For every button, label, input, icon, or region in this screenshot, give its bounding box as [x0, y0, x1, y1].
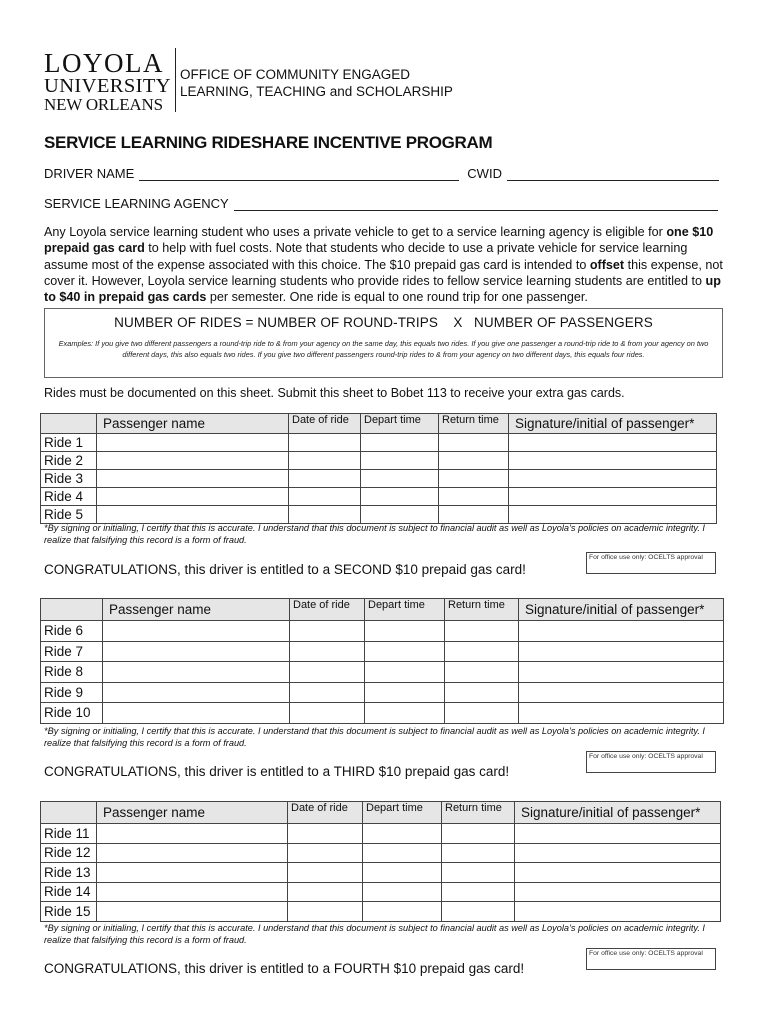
congrats-message: CONGRATULATIONS, this driver is entitled to a FOURTH $10 prepaid gas card!	[44, 961, 525, 976]
passenger-cell[interactable]	[103, 621, 290, 642]
date-cell[interactable]	[289, 506, 361, 524]
return-cell[interactable]	[439, 470, 509, 488]
header-blank	[41, 802, 97, 824]
header-signature: Signature/initial of passenger*	[509, 414, 717, 434]
table-row	[41, 434, 717, 452]
table-row	[41, 662, 724, 683]
header-signature: Signature/initial of passenger*	[519, 599, 724, 621]
passenger-cell[interactable]	[97, 902, 288, 922]
office-use-box[interactable]: For office use only: OCELTS approval	[586, 948, 716, 970]
header-return: Return time	[442, 802, 515, 824]
header-depart: Depart time	[361, 414, 439, 434]
table-row	[41, 621, 724, 642]
table-row	[41, 682, 724, 703]
header-passenger: Passenger name	[103, 599, 290, 621]
signature-cell[interactable]	[509, 470, 717, 488]
passenger-cell[interactable]	[103, 641, 290, 662]
header-return: Return time	[439, 414, 509, 434]
ride-label: Ride 2	[41, 452, 97, 470]
depart-cell[interactable]	[361, 452, 439, 470]
depart-cell[interactable]	[361, 434, 439, 452]
driver-name-label: DRIVER NAME	[44, 166, 135, 181]
header-depart: Depart time	[365, 599, 445, 621]
return-cell[interactable]	[445, 662, 519, 683]
signature-cell[interactable]	[519, 662, 724, 683]
passenger-cell[interactable]	[97, 843, 288, 863]
ride-label: Ride 14	[41, 882, 97, 902]
formula-examples: Examples: If you give two different passengers a round-trip ride to & from your agency on the same day, this equals two rides. If you give one passenger a round-trip ride to & from your agency on two different days, this also equals two rides. If you give two different passengers round-trip rides to & from your agency on two different days, this equals four rides.	[58, 339, 709, 359]
return-cell[interactable]	[442, 824, 515, 844]
desc-text-1: Any Loyola service learning student who uses a private vehicle to get to a service learning agency is eligible for	[44, 225, 667, 239]
passenger-cell[interactable]	[97, 434, 289, 452]
depart-cell[interactable]	[365, 621, 445, 642]
desc-text-2: to help with fuel costs. Note that students who decide to use a private vehicle for service learning assume most of the expense associated with this choice. The $10 prepaid gas card is intended to	[44, 241, 688, 272]
signature-cell[interactable]	[509, 506, 717, 524]
table-row	[41, 843, 721, 863]
header-date: Date of ride	[290, 599, 365, 621]
passenger-cell[interactable]	[97, 452, 289, 470]
certification-note: *By signing or initialing, I certify that this is accurate. I understand that this document is subject to financial audit as well as Loyola’s policies on academic integrity. I realize that falsifying this record is a form of fraud.	[44, 523, 705, 545]
formula-box	[44, 308, 723, 378]
signature-cell[interactable]	[519, 641, 724, 662]
return-cell[interactable]	[442, 843, 515, 863]
certification-note: *By signing or initialing, I certify that this is accurate. I understand that this document is subject to financial audit as well as Loyola’s policies on academic integrity. I realize that falsifying this record is a form of fraud.	[44, 726, 705, 748]
date-cell[interactable]	[288, 882, 363, 902]
desc-bold-2: offset	[589, 257, 625, 272]
university-logo	[44, 50, 172, 113]
page-title: SERVICE LEARNING RIDESHARE INCENTIVE PROGRAM	[44, 133, 493, 152]
ride-label: Ride 5	[41, 506, 97, 524]
signature-cell[interactable]	[509, 434, 717, 452]
desc-bold-3: up to $40 in prepaid gas cards	[44, 273, 721, 305]
table-row	[41, 882, 721, 902]
logo-line-1: LOYOLA	[44, 48, 164, 78]
office-line-2: LEARNING, TEACHING and SCHOLARSHIP	[180, 84, 453, 99]
header-divider	[175, 48, 176, 112]
depart-cell[interactable]	[363, 882, 442, 902]
return-cell[interactable]	[439, 452, 509, 470]
submission-instructions: Rides must be documented on this sheet. Submit this sheet to Bobet 113 to receive your extra gas cards.	[44, 386, 625, 400]
depart-cell[interactable]	[365, 641, 445, 662]
date-cell[interactable]	[288, 824, 363, 844]
office-use-box[interactable]: For office use only: OCELTS approval	[586, 552, 716, 574]
depart-cell[interactable]	[365, 682, 445, 703]
return-cell[interactable]	[439, 488, 509, 506]
cwid-label: CWID	[467, 166, 502, 181]
ride-label: Ride 4	[41, 488, 97, 506]
office-line-1: OFFICE OF COMMUNITY ENGAGED	[180, 67, 411, 82]
congrats-message: CONGRATULATIONS, this driver is entitled to a SECOND $10 prepaid gas card!	[44, 562, 526, 577]
depart-cell[interactable]	[361, 506, 439, 524]
date-cell[interactable]	[288, 863, 363, 883]
desc-bold-1: one $10 prepaid gas card	[44, 225, 714, 256]
date-cell[interactable]	[288, 902, 363, 922]
signature-cell[interactable]	[509, 452, 717, 470]
congrats-message: CONGRATULATIONS, this driver is entitled to a THIRD $10 prepaid gas card!	[44, 764, 510, 779]
agency-row	[44, 196, 718, 211]
return-cell[interactable]	[439, 506, 509, 524]
return-cell[interactable]	[442, 902, 515, 922]
driver-name-field[interactable]	[139, 168, 459, 181]
return-cell[interactable]	[445, 682, 519, 703]
header-depart: Depart time	[363, 802, 442, 824]
passenger-cell[interactable]	[103, 703, 290, 724]
signature-cell[interactable]	[519, 682, 724, 703]
depart-cell[interactable]	[365, 662, 445, 683]
table-row	[41, 824, 721, 844]
formula-text: NUMBER OF RIDES = NUMBER OF ROUND-TRIPS X NUMBER OF PASSENGERS	[114, 315, 653, 330]
return-cell[interactable]	[445, 703, 519, 724]
table-row	[41, 470, 717, 488]
rides-table-2	[40, 598, 724, 724]
return-cell[interactable]	[442, 882, 515, 902]
header-signature: Signature/initial of passenger*	[515, 802, 721, 824]
date-cell[interactable]	[290, 682, 365, 703]
ride-label: Ride 3	[41, 470, 97, 488]
table-row	[41, 641, 724, 662]
header-passenger: Passenger name	[97, 414, 289, 434]
date-cell[interactable]	[289, 488, 361, 506]
ride-label: Ride 6	[41, 621, 103, 642]
passenger-cell[interactable]	[103, 662, 290, 683]
ride-label: Ride 15	[41, 902, 97, 922]
date-cell[interactable]	[289, 452, 361, 470]
header-blank	[41, 414, 97, 434]
ride-label: Ride 9	[41, 682, 103, 703]
date-cell[interactable]	[290, 641, 365, 662]
header-date: Date of ride	[289, 414, 361, 434]
header-return: Return time	[445, 599, 519, 621]
depart-cell[interactable]	[361, 488, 439, 506]
depart-cell[interactable]	[363, 863, 442, 883]
passenger-cell[interactable]	[97, 882, 288, 902]
ride-label: Ride 13	[41, 863, 97, 883]
table-row	[41, 506, 717, 524]
desc-text-3: this expense, not cover it. However, Loyola service learning students who provide rides to fellow service learning students are entitled to	[44, 257, 723, 288]
cwid-field[interactable]	[507, 168, 719, 181]
depart-cell[interactable]	[361, 470, 439, 488]
certification-note: *By signing or initialing, I certify that this is accurate. I understand that this document is subject to financial audit as well as Loyola’s policies on academic integrity. I realize that falsifying this record is a form of fraud.	[44, 923, 705, 945]
passenger-cell[interactable]	[97, 470, 289, 488]
office-use-box[interactable]: For office use only: OCELTS approval	[586, 751, 716, 773]
signature-cell[interactable]	[515, 824, 721, 844]
table-row	[41, 488, 717, 506]
depart-cell[interactable]	[363, 843, 442, 863]
logo-line-3: NEW ORLEANS	[44, 95, 163, 114]
return-cell[interactable]	[445, 641, 519, 662]
passenger-cell[interactable]	[97, 863, 288, 883]
signature-cell[interactable]	[515, 902, 721, 922]
table-row	[41, 703, 724, 724]
signature-cell[interactable]	[515, 843, 721, 863]
program-description	[44, 224, 724, 305]
depart-cell[interactable]	[363, 902, 442, 922]
passenger-cell[interactable]	[97, 824, 288, 844]
table-row	[41, 452, 717, 470]
return-cell[interactable]	[445, 621, 519, 642]
return-cell[interactable]	[442, 863, 515, 883]
header-passenger: Passenger name	[97, 802, 288, 824]
header-date: Date of ride	[288, 802, 363, 824]
passenger-cell[interactable]	[97, 506, 289, 524]
ride-label: Ride 11	[41, 824, 97, 844]
ride-label: Ride 12	[41, 843, 97, 863]
date-cell[interactable]	[290, 703, 365, 724]
ride-label: Ride 7	[41, 641, 103, 662]
depart-cell[interactable]	[363, 824, 442, 844]
date-cell[interactable]	[289, 470, 361, 488]
return-cell[interactable]	[439, 434, 509, 452]
desc-text-4: per semester. One ride is equal to one round trip for one passenger.	[206, 290, 588, 305]
rides-table-1	[40, 413, 717, 524]
signature-cell[interactable]	[515, 882, 721, 902]
ride-label: Ride 1	[41, 434, 97, 452]
ride-label: Ride 8	[41, 662, 103, 683]
passenger-cell[interactable]	[103, 682, 290, 703]
date-cell[interactable]	[290, 662, 365, 683]
table-row	[41, 863, 721, 883]
signature-cell[interactable]	[509, 488, 717, 506]
date-cell[interactable]	[289, 434, 361, 452]
date-cell[interactable]	[288, 843, 363, 863]
agency-field[interactable]	[234, 198, 718, 211]
ride-label: Ride 10	[41, 703, 103, 724]
depart-cell[interactable]	[365, 703, 445, 724]
passenger-cell[interactable]	[97, 488, 289, 506]
signature-cell[interactable]	[519, 621, 724, 642]
office-name	[180, 66, 453, 100]
driver-row	[44, 166, 719, 181]
rides-table-3	[40, 801, 721, 922]
signature-cell[interactable]	[519, 703, 724, 724]
logo-line-2: UNIVERSITY	[44, 75, 171, 97]
header-blank	[41, 599, 103, 621]
agency-label: SERVICE LEARNING AGENCY	[44, 196, 229, 211]
date-cell[interactable]	[290, 621, 365, 642]
signature-cell[interactable]	[515, 863, 721, 883]
table-row	[41, 902, 721, 922]
